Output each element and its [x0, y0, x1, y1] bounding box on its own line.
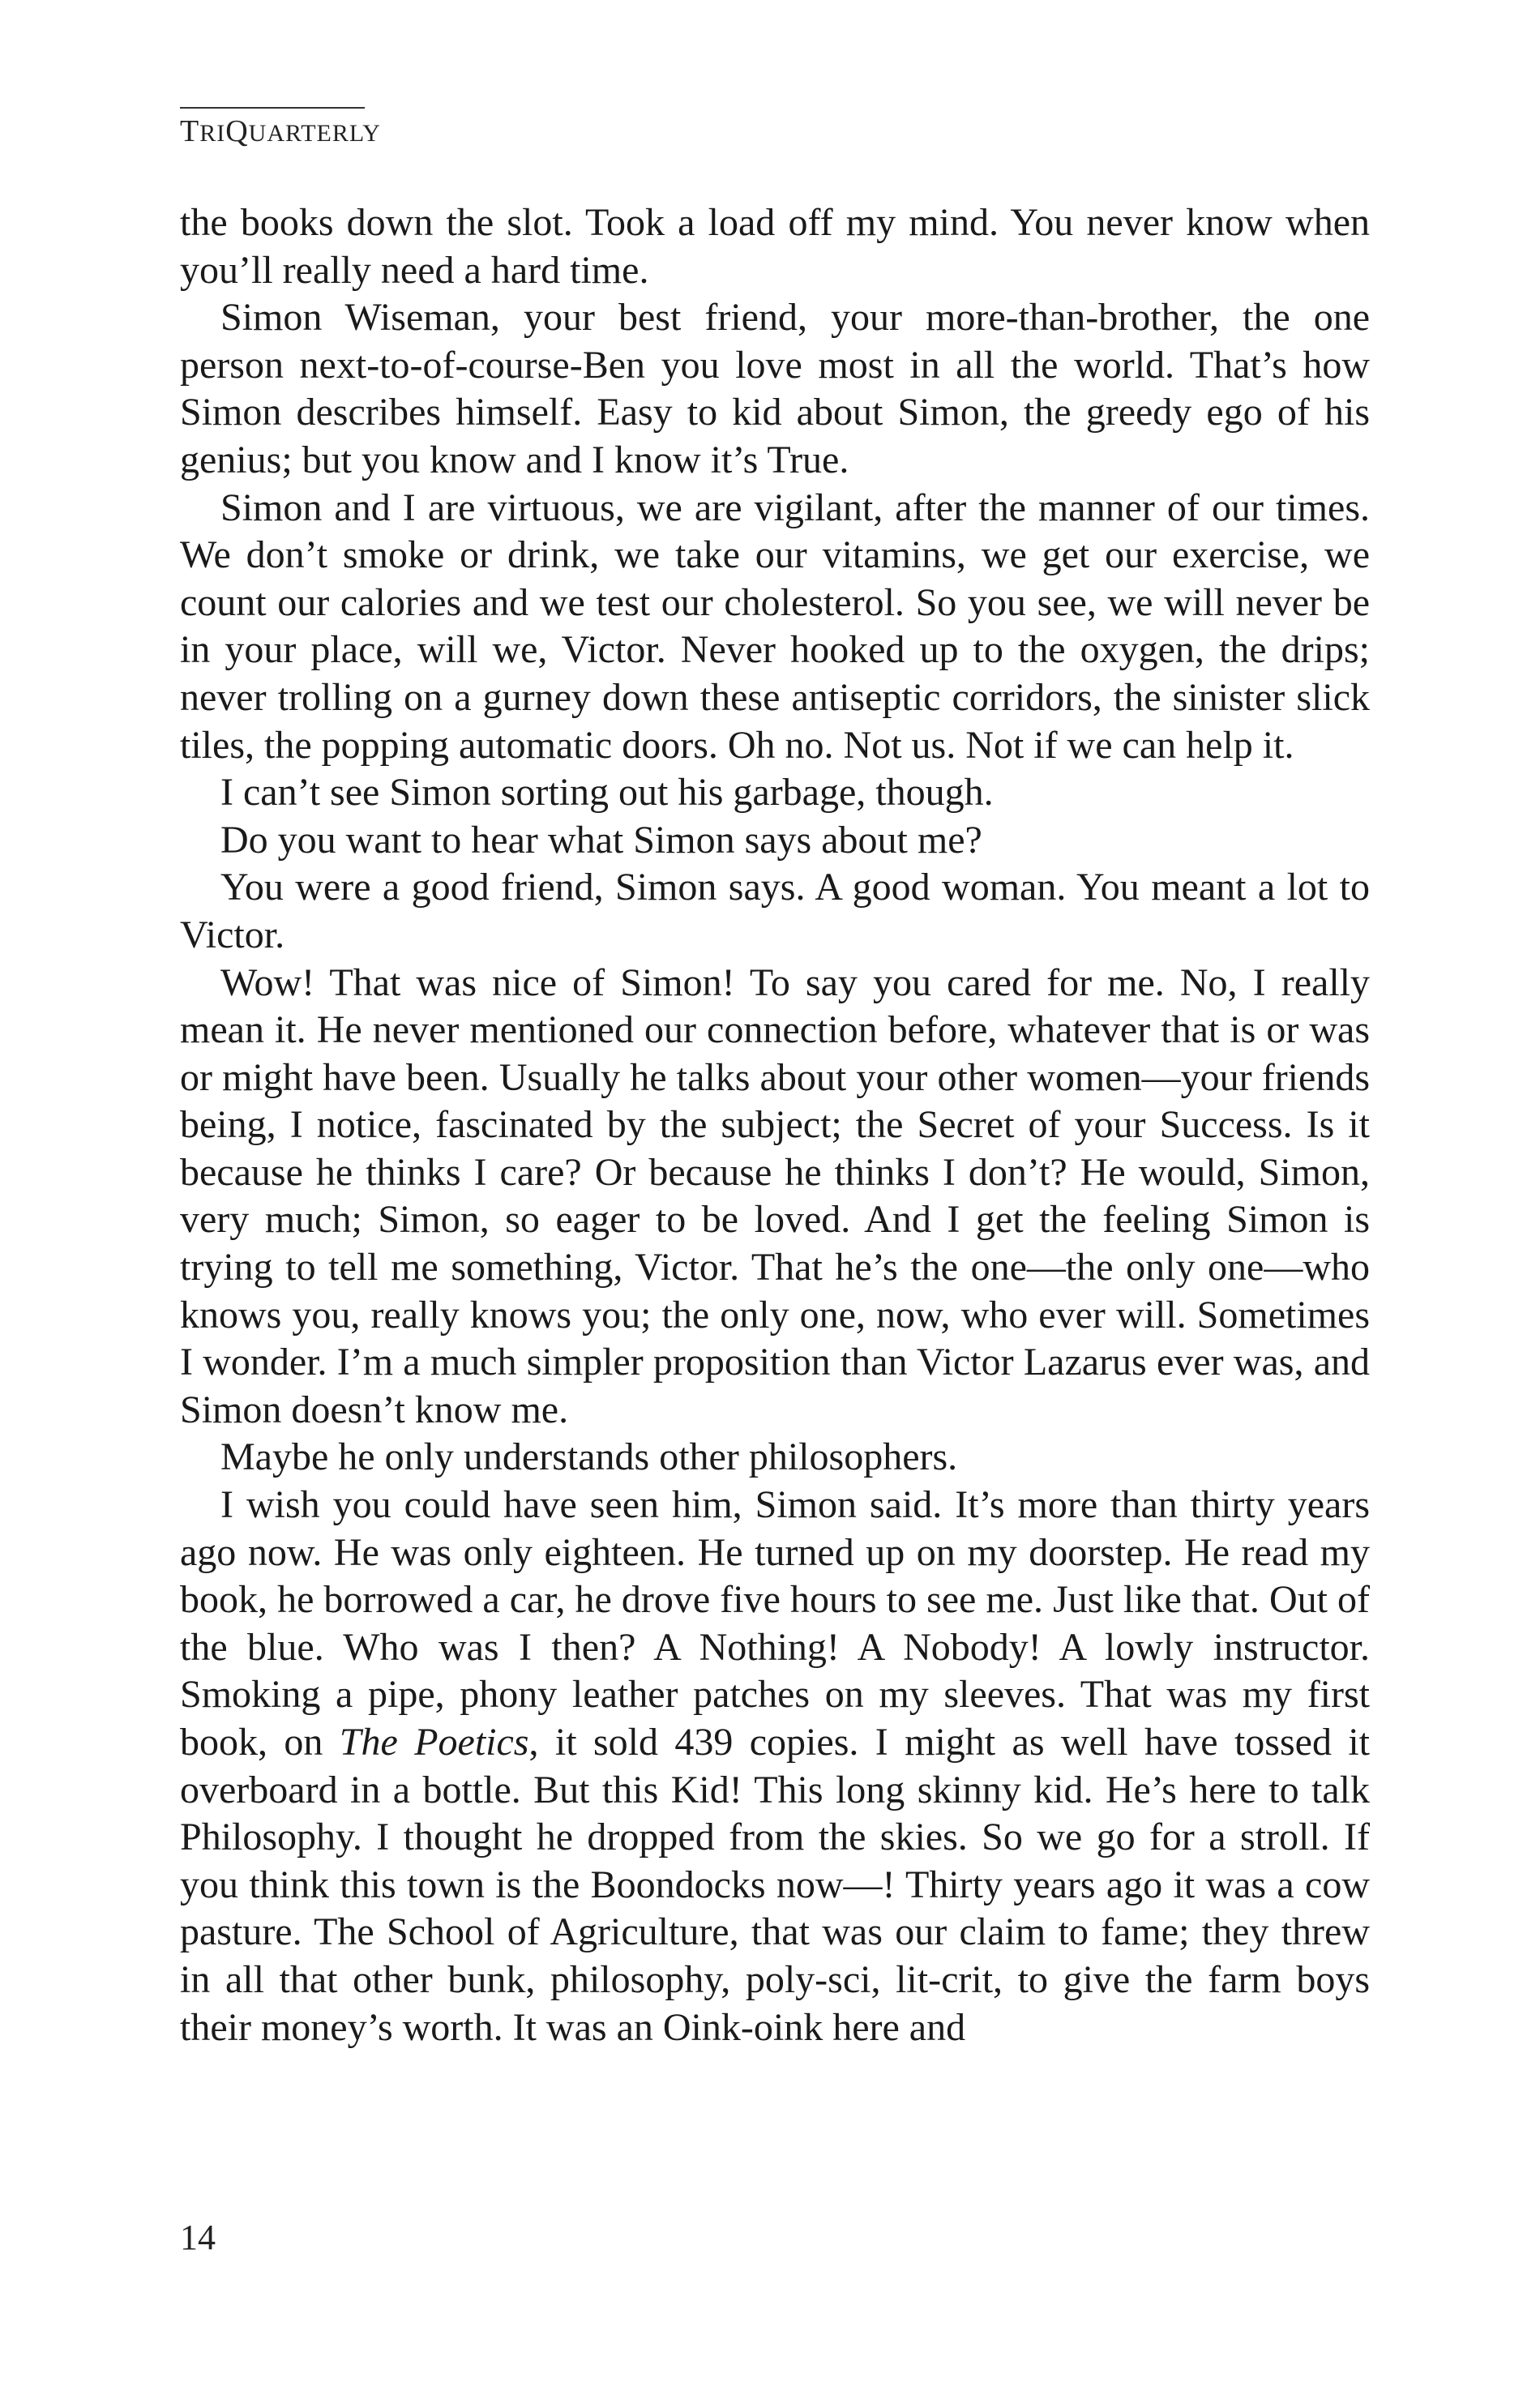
paragraph: Do you want to hear what Simon says about me?	[220, 818, 982, 862]
paragraph-last	[180, 1482, 1370, 2051]
paragraph: Maybe he only understands other philosophers.	[220, 1435, 958, 1479]
book-title: The Poetics	[339, 1721, 529, 1764]
page-number: 14	[180, 2218, 216, 2257]
paragraph: Simon Wiseman, your best friend, your more-than-brother, the one person next-to-of-course-Ben you love most in all the world. That’s how Simon describes himself. Easy to kid about Simon, the greedy ego of his genius; but you know and I know it’s True.	[180, 296, 1370, 481]
journal-title-end: UARTERLY	[248, 120, 381, 147]
running-head	[180, 113, 381, 149]
paragraph: Wow! That was nice of Simon! To say you cared for me. No, I really mean it. He never mentioned our connection before, whatever that is or was or might have been. Usually he talks about your other women—your friends being, I notice, fascinated by the subject; the Secret of your Success. Is it because he thinks I care? Or because he thinks I don’t? He would, Simon, very much; Simon, so eager to be loved. And I get the feeling Simon is trying to tell me something, Victor. That he’s the one—the only one—who knows you, really knows you; the only one, now, who ever will. Sometimes I wonder. I’m a much simpler proposition than Victor Lazarus ever was, and Simon doesn’t know me.	[180, 960, 1370, 1431]
paragraph: You were a good friend, Simon says. A good woman. You meant a lot to Victor.	[180, 866, 1370, 956]
paragraph: Simon and I are virtuous, we are vigilant, after the manner of our times. We don’t smoke or drink, we take our vitamins, we get our exercise, we count our calories and we test our cholesterol. So you see, we will never be in your place, will we, Victor. Never hooked up to the oxygen, the drips; never trolling on a gurney down these antiseptic corridors, the sinister slick tiles, the popping automatic doors. Oh no. Not us. Not if we can help it.	[180, 485, 1370, 767]
journal-title-part: RI	[199, 120, 226, 147]
paragraph-text: I wish you could have seen him, Simon said. It’s more than thirty years ago now. He was only eighteen. He turned up on my doorstep. He read my book, he borrowed a car, he drove five hours to see me. Just like that. Out of the blue. Who was I then? A Nothing! A Nobody! A lowly instructor. Smoking a pipe, phony leather patches on my sleeves. That was my first book, on	[180, 1483, 1370, 1764]
journal-title-q: Q	[225, 114, 249, 148]
header-rule	[180, 107, 365, 109]
paragraph: the books down the slot. Took a load off my mind. You never know when you’ll really need a hard time.	[180, 201, 1370, 292]
paragraph: I can’t see Simon sorting out his garbage, though.	[220, 771, 994, 815]
journal-title-initial: T	[180, 114, 200, 148]
paragraph-text: , it sold 439 copies. I might as well have tossed it overboard in a bottle. But this Kid! This long skinny kid. He’s here to talk Philosophy. I thought he dropped from the skies. So we go for a stroll. If you think this town is the Boondocks now—! Thirty years ago it was a cow pasture. The School of Agriculture, that was our claim to fame; they threw in all that other bunk, philosophy, poly-sci, lit-crit, to give the farm boys their money’s worth. It was an Oink-oink here and	[180, 1721, 1371, 2049]
body-text	[180, 199, 1370, 2051]
